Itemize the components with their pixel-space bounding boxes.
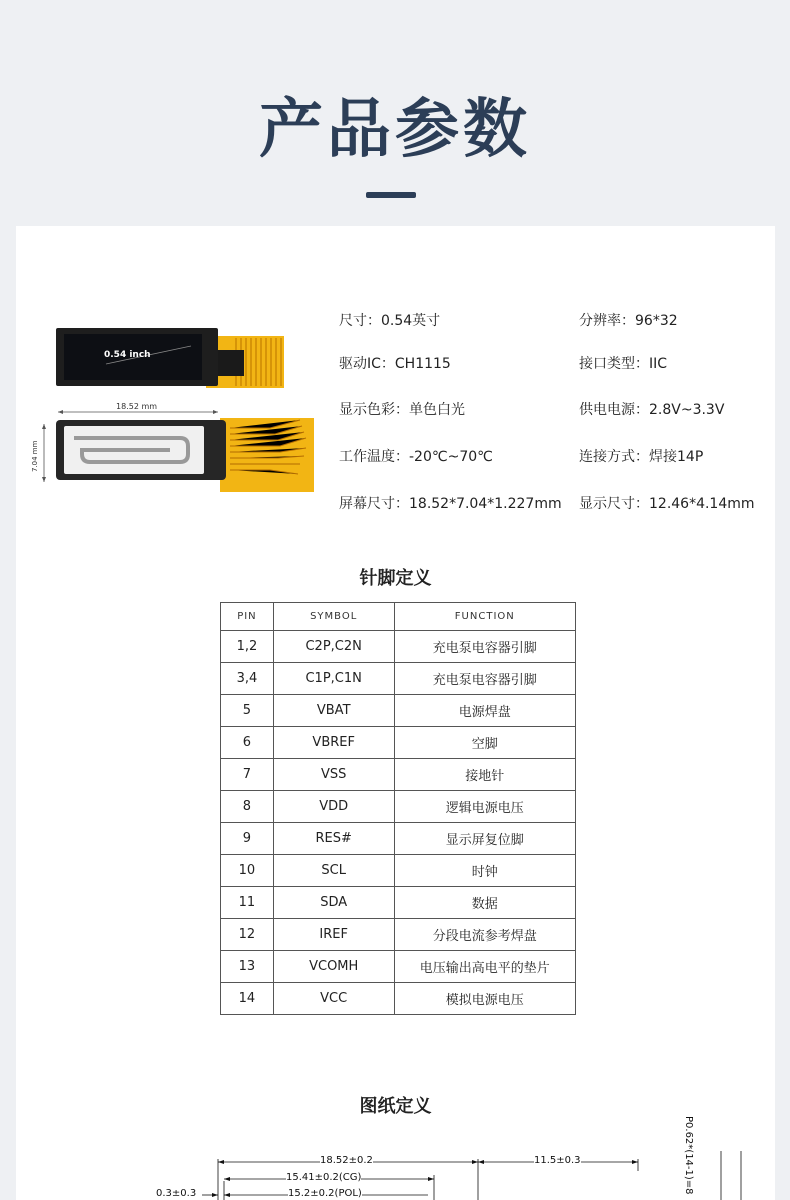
size-label: 0.54 inch bbox=[104, 350, 151, 360]
pin-symbol: VCOMH bbox=[273, 951, 394, 983]
table-row bbox=[221, 983, 576, 1015]
pin-function: 数据 bbox=[394, 887, 575, 919]
spec-connection: 连接方式：焊接14P bbox=[579, 449, 704, 465]
table-row bbox=[221, 887, 576, 919]
drawing-section-title: 图纸定义 bbox=[359, 1096, 432, 1117]
dim-cg-width: 15.41±0.2(CG) bbox=[286, 1172, 362, 1183]
pin-function: 空脚 bbox=[394, 727, 575, 759]
dim-offset: 0.3±0.3 bbox=[156, 1188, 197, 1199]
pin-function: 显示屏复位脚 bbox=[394, 823, 575, 855]
pin-function: 分段电流参考焊盘 bbox=[394, 919, 575, 951]
spec-interface: 接口类型：IIC bbox=[579, 356, 668, 372]
pin-symbol: C1P,C1N bbox=[273, 663, 394, 695]
table-row bbox=[221, 727, 576, 759]
pin-symbol: RES# bbox=[273, 823, 394, 855]
spec-screen-size: 屏幕尺寸：18.52*7.04*1.227mm bbox=[339, 496, 562, 512]
spec-driver-ic: 驱动IC：CH1115 bbox=[339, 356, 451, 372]
pin-symbol: VDD bbox=[273, 791, 394, 823]
oled-front-image bbox=[56, 324, 286, 388]
pin-function: 接地针 bbox=[394, 759, 575, 791]
table-row bbox=[221, 823, 576, 855]
dim-fpc-length: 11.5±0.3 bbox=[534, 1155, 581, 1166]
header-function: FUNCTION bbox=[394, 603, 575, 631]
header-pin: PIN bbox=[221, 603, 274, 631]
pin-function: 模拟电源电压 bbox=[394, 983, 575, 1015]
pin-number: 9 bbox=[221, 823, 274, 855]
pin-symbol: SDA bbox=[273, 887, 394, 919]
spec-size: 尺寸：0.54英寸 bbox=[339, 313, 441, 329]
pin-table bbox=[220, 602, 576, 1015]
pin-number: 6 bbox=[221, 727, 274, 759]
pin-number: 11 bbox=[221, 887, 274, 919]
pin-number: 8 bbox=[221, 791, 274, 823]
pin-number: 3,4 bbox=[221, 663, 274, 695]
dim-pin-pitch: P0.62*(14-1)=8 bbox=[683, 1116, 694, 1195]
pin-function: 充电泵电容器引脚 bbox=[394, 663, 575, 695]
pin-number: 1,2 bbox=[221, 631, 274, 663]
pin-symbol: SCL bbox=[273, 855, 394, 887]
spec-color: 显示色彩：单色白光 bbox=[339, 402, 465, 418]
table-row bbox=[221, 919, 576, 951]
spec-power: 供电电源：2.8V~3.3V bbox=[579, 402, 725, 418]
pin-function: 电压输出高电平的垫片 bbox=[394, 951, 575, 983]
pin-section-title: 针脚定义 bbox=[359, 568, 432, 589]
pin-table-header bbox=[221, 603, 576, 631]
pin-symbol: IREF bbox=[273, 919, 394, 951]
oled-back-image bbox=[30, 398, 320, 498]
pin-number: 14 bbox=[221, 983, 274, 1015]
pin-number: 10 bbox=[221, 855, 274, 887]
header-symbol: SYMBOL bbox=[273, 603, 394, 631]
pin-function: 电源焊盘 bbox=[394, 695, 575, 727]
table-row bbox=[221, 855, 576, 887]
table-row bbox=[221, 631, 576, 663]
dim-pol-width: 15.2±0.2(POL) bbox=[288, 1188, 362, 1199]
table-row bbox=[221, 695, 576, 727]
pin-function: 时钟 bbox=[394, 855, 575, 887]
spec-temperature: 工作温度：-20℃~70℃ bbox=[339, 449, 493, 465]
table-row bbox=[221, 663, 576, 695]
pin-symbol: C2P,C2N bbox=[273, 631, 394, 663]
pin-symbol: VSS bbox=[273, 759, 394, 791]
spec-resolution: 分辨率：96*32 bbox=[579, 313, 678, 329]
table-row bbox=[221, 759, 576, 791]
pin-number: 5 bbox=[221, 695, 274, 727]
pin-number: 13 bbox=[221, 951, 274, 983]
table-row bbox=[221, 951, 576, 983]
header bbox=[0, 0, 790, 226]
pin-symbol: VBREF bbox=[273, 727, 394, 759]
pin-number: 7 bbox=[221, 759, 274, 791]
page-title: 产品参数 bbox=[259, 93, 531, 167]
pin-function: 逻辑电源电压 bbox=[394, 791, 575, 823]
pin-function: 充电泵电容器引脚 bbox=[394, 631, 575, 663]
title-underline bbox=[366, 192, 416, 198]
dim-total-width: 18.52±0.2 bbox=[320, 1155, 373, 1166]
table-row bbox=[221, 791, 576, 823]
height-dim-label: 7.04 mm bbox=[31, 440, 39, 472]
content-card bbox=[16, 226, 775, 1200]
pin-number: 12 bbox=[221, 919, 274, 951]
pin-symbol: VBAT bbox=[273, 695, 394, 727]
spec-display-size: 显示尺寸：12.46*4.14mm bbox=[579, 496, 755, 512]
pin-symbol: VCC bbox=[273, 983, 394, 1015]
width-dim-label: 18.52 mm bbox=[116, 402, 158, 411]
